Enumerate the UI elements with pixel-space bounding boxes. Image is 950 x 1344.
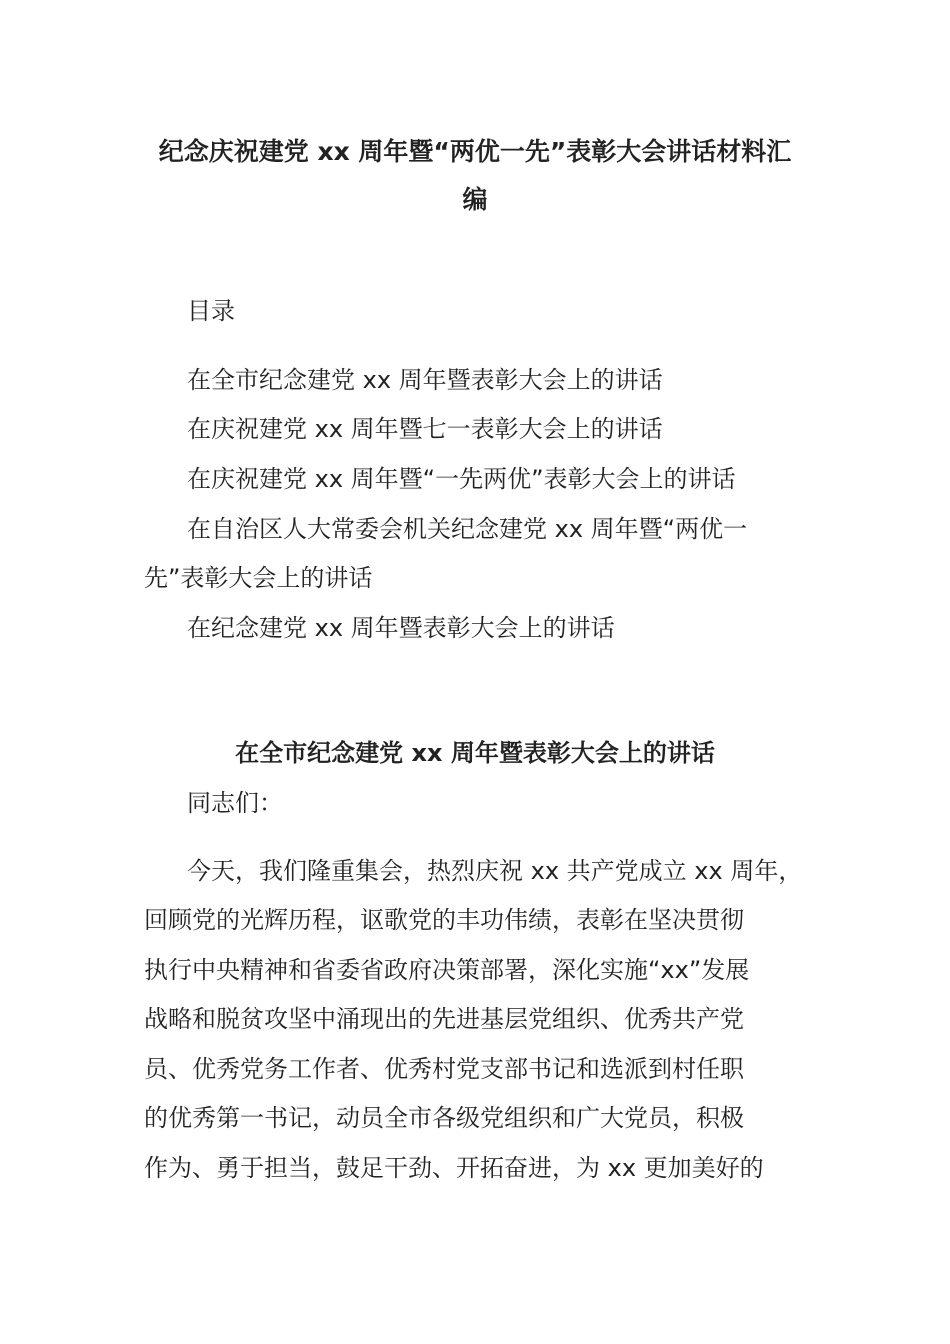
paragraph-line: 的优秀第一书记，动员全市各级党组织和广大党员，积极 bbox=[144, 1104, 744, 1132]
toc-item: 在庆祝建党 xx 周年暨“一先两优”表彰大会上的讲话 bbox=[187, 465, 736, 493]
toc-item: 在纪念建党 xx 周年暨表彰大会上的讲话 bbox=[187, 614, 615, 642]
toc-heading: 目录 bbox=[187, 297, 235, 325]
paragraph-line: 战略和脱贫攻坚中涌现出的先进基层党组织、优秀共产党 bbox=[144, 1005, 744, 1033]
paragraph-line: 今天，我们隆重集会，热烈庆祝 xx 共产党成立 xx 周年， bbox=[187, 857, 803, 885]
document-title-line-1: 纪念庆祝建党 xx 周年暨“两优一先”表彰大会讲话材料汇 bbox=[158, 137, 792, 166]
toc-item: 在庆祝建党 xx 周年暨七一表彰大会上的讲话 bbox=[187, 415, 663, 443]
paragraph-line: 回顾党的光辉历程，讴歌党的丰功伟绩，表彰在坚决贯彻 bbox=[144, 906, 744, 934]
document-title bbox=[140, 128, 810, 224]
toc-item: 在全市纪念建党 xx 周年暨表彰大会上的讲话 bbox=[187, 366, 663, 394]
toc-item-continuation: 先”表彰大会上的讲话 bbox=[144, 564, 373, 592]
paragraph-line: 作为、勇于担当，鼓足干劲、开拓奋进，为 xx 更加美好的 bbox=[144, 1154, 764, 1182]
paragraph-line: 员、优秀党务工作者、优秀村党支部书记和选派到村任职 bbox=[144, 1055, 744, 1083]
paragraph-line: 执行中央精神和省委省政府决策部署，深化实施“xx”发展 bbox=[144, 956, 750, 984]
toc-item: 在自治区人大常委会机关纪念建党 xx 周年暨“两优一 bbox=[187, 515, 748, 543]
section-title: 在全市纪念建党 xx 周年暨表彰大会上的讲话 bbox=[235, 739, 715, 767]
speech-greeting: 同志们： bbox=[187, 789, 283, 817]
document-title-line-2: 编 bbox=[462, 185, 488, 214]
